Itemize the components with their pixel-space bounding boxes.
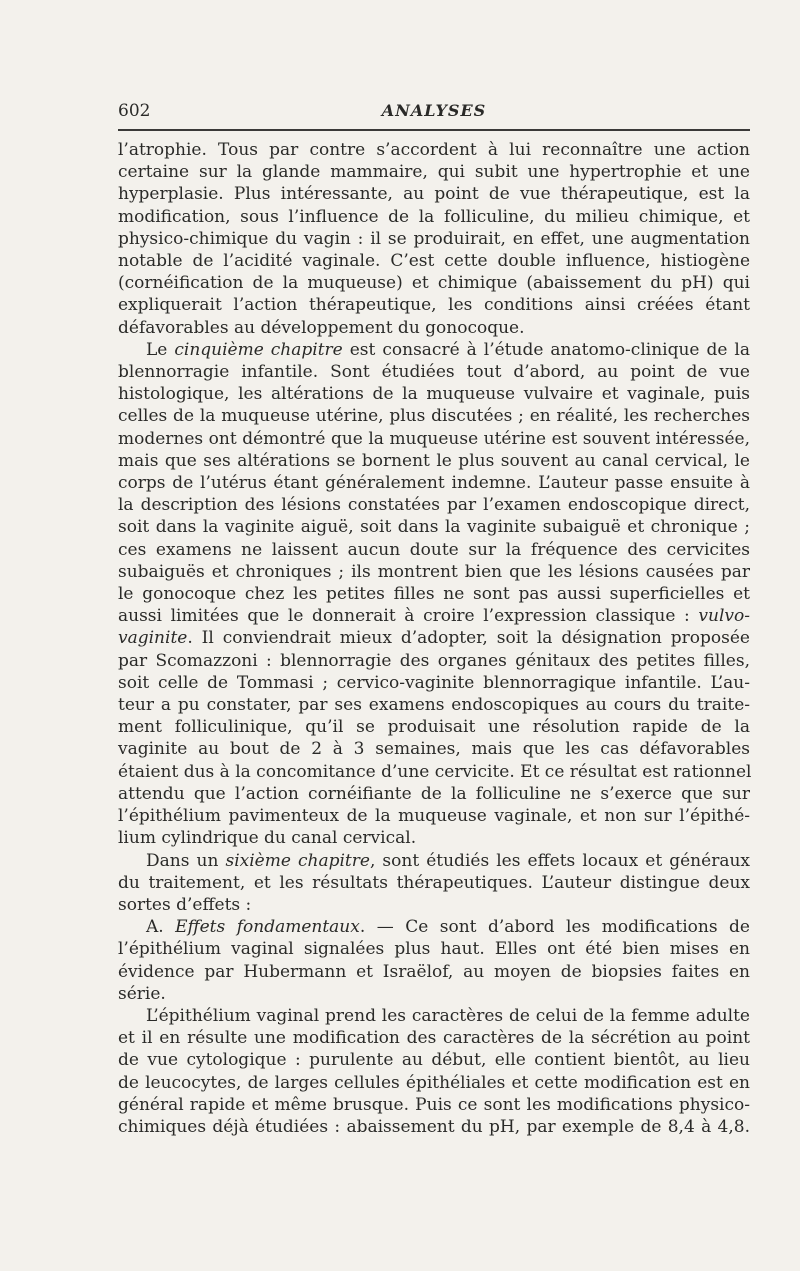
page-number: 602 — [118, 101, 151, 121]
text-line: évidence par Hubermann et Israëlof, au moyen de biopsies faites en — [118, 961, 750, 982]
text-line: l’épithélium vaginal signalées plus haut. Elles ont été bien mises en — [118, 939, 750, 960]
text-line: L’épithélium vaginal prend les caractères de celui de la femme adulte — [146, 1005, 750, 1026]
text-line: vaginite au bout de 2 à 3 semaines, mais que les cas défavorables — [118, 739, 750, 760]
text-line: corps de l’utérus étant généralement indemne. L’auteur passe ensuite à — [118, 473, 750, 494]
text-line: étaient dus à la concomitance d’une cervicite. Et ce résultat est rationnel — [118, 761, 752, 782]
text-line: Dans un sixième chapitre, sont étudiés les effets locaux et généraux — [146, 850, 750, 871]
text-line: série. — [118, 983, 166, 1004]
text-line: de leucocytes, de larges cellules épithéliales et cette modification est en — [118, 1072, 750, 1093]
text-line: teur a pu constater, par ses examens endoscopiques au cours du traite- — [118, 695, 750, 716]
text-line: lium cylindrique du canal cervical. — [118, 828, 417, 849]
text-line: blennorragie infantile. Sont étudiées tout d’abord, au point de vue — [118, 362, 750, 383]
text-line: physico-chimique du vagin : il se produirait, en effet, une augmentation — [118, 228, 750, 249]
text-line: ces examens ne laissent aucun doute sur la fréquence des cervicites — [118, 539, 750, 560]
text-line: de vue cytologique : purulente au début, elle contient bientôt, au lieu — [118, 1050, 750, 1071]
header-rule — [118, 129, 750, 131]
text-line: (cornéification de la muqueuse) et chimique (abaissement du pH) qui — [118, 273, 750, 294]
text-line: l’épithélium pavimenteux de la muqueuse vaginale, et non sur l’épithé- — [118, 806, 750, 827]
body-text — [118, 139, 750, 1138]
text-line: A. Effets fondamentaux. — Ce sont d’abord les modifications de — [146, 917, 750, 938]
text-line: général rapide et même brusque. Puis ce sont les modifications physico- — [118, 1094, 750, 1115]
text-line: expliquerait l’action thérapeutique, les conditions ainsi créées étant — [118, 295, 750, 316]
text-line: aussi limitées que le donnerait à croire l’expression classique : vulvo- — [118, 606, 750, 627]
text-line: le gonocoque chez les petites filles ne sont pas aussi superficielles et — [118, 584, 750, 605]
page-header — [118, 101, 750, 123]
text-line: soit dans la vaginite aiguë, soit dans la vaginite subaiguë et chronique ; — [118, 517, 750, 538]
text-line: attendu que l’action cornéifiante de la folliculine ne s’exerce que sur — [118, 783, 750, 804]
running-title: ANALYSES — [381, 101, 487, 120]
text-line: certaine sur la glande mammaire, qui subit une hypertrophie et une — [118, 162, 750, 183]
text-line: et il en résulte une modification des caractères de la sécrétion au point — [118, 1028, 750, 1049]
text-line: vaginite. Il conviendrait mieux d’adopter, soit la désignation proposée — [118, 628, 750, 649]
text-line: chimiques déjà étudiées : abaissement du pH, par exemple de 8,4 à 4,8. — [118, 1116, 750, 1137]
text-line: la description des lésions constatées par l’examen endoscopique direct, — [118, 495, 750, 516]
text-line: Le cinquième chapitre est consacré à l’étude anatomo-clinique de la — [146, 339, 750, 360]
text-line: subaiguës et chroniques ; ils montrent bien que les lésions causées par — [118, 561, 750, 582]
text-line: hyperplasie. Plus intéressante, au point de vue thérapeutique, est la — [118, 184, 750, 205]
text-line: mais que ses altérations se bornent le plus souvent au canal cervical, le — [118, 450, 750, 471]
text-line: sortes d’effets : — [118, 894, 252, 915]
text-line: modification, sous l’influence de la folliculine, du milieu chimique, et — [118, 206, 750, 227]
text-line: histologique, les altérations de la muqueuse vulvaire et vaginale, puis — [118, 384, 750, 405]
text-line: notable de l’acidité vaginale. C’est cette double influence, histiogène — [118, 251, 750, 272]
text-line: l’atrophie. Tous par contre s’accordent à lui reconnaître une action — [118, 140, 750, 160]
text-line: soit celle de Tommasi ; cervico-vaginite blennorragique infantile. L’au- — [118, 672, 750, 693]
text-line: par Scomazzoni : blennorragie des organes génitaux des petites filles, — [118, 650, 750, 671]
text-line: défavorables au développement du gonocoque. — [118, 317, 525, 338]
text-line: celles de la muqueuse utérine, plus discutées ; en réalité, les recherches — [118, 406, 750, 427]
text-line: modernes ont démontré que la muqueuse utérine est souvent intéressée, — [118, 428, 750, 449]
text-line: du traitement, et les résultats thérapeutiques. L’auteur distingue deux — [118, 872, 750, 893]
text-line: ment folliculinique, qu’il se produisait une résolution rapide de la — [118, 717, 750, 738]
